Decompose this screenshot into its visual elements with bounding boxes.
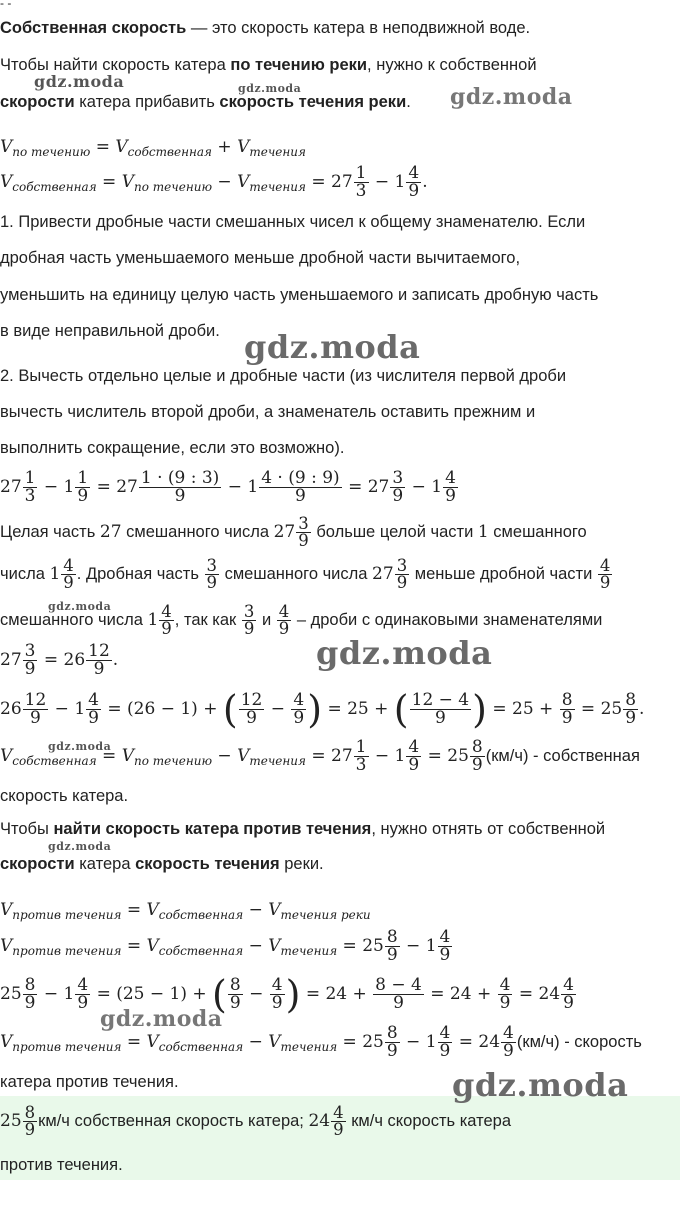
step1-line3: уменьшить на единицу целую часть уменьшаемого и записать дробную часть: [0, 286, 599, 304]
result-own-speed: $V_{собственная} = V_{по течению} - V_{течения} = 27$ $\frac{1}{3}$ − 1 $\frac{4}{9}$ = 25 $\frac{8}{9}$ (км/ч) - собственная: [0, 737, 640, 775]
result-upstream: $V_{против течения} = V_{собственная} - V_{течения} = 25$ $\frac{8}{9}$ − 1 $\frac{4}{9}$ = 24 $\frac{4}{9}$ (км/ч) - скорость: [0, 1023, 642, 1061]
formula-upstream: $V_{против течения} = V_{собственная} - V_{течения реки}$: [0, 900, 371, 922]
para2-line2: скорости катера скорость течения реки.: [0, 855, 324, 873]
formula-own-speed: $V_{собственная} = V_{по течению} - V_{течения} = 27$ $\frac{1}{3}$ − 1 $\frac{4}{9}$ .: [0, 163, 428, 201]
watermark: gdz.moda: [238, 82, 302, 95]
explain-line1: Целая часть 27 смешанного числа 27 $\frac{3}{9}$ больше целой части 1 смешанного: [0, 513, 587, 551]
result-own-speed-line2: скорость катера.: [0, 787, 129, 805]
calc-own-speed: 26 $\frac{12}{9}$ − 1 $\frac{4}{9}$ = (26 − 1) + ( $\frac{12}{9}$ − $\frac{4}{9}$ ) = 25 + ( $\frac{12 - 4}{9}$ ) = 25 + $\frac{8}{9}$ = 25 $\frac{8}{9}$ .: [0, 687, 645, 732]
explain-line2: числа 1 $\frac{4}{9}$ . Дробная часть $\frac{3}{9}$ смешанного числа 27 $\frac{3}{9}$ меньше дробной части $\frac{4}{9}$: [0, 555, 611, 593]
step1-line4: в виде неправильной дроби.: [0, 322, 220, 340]
watermark: gdz.moda: [316, 634, 493, 672]
para1-line2: скорости катера прибавить скорость течения реки.: [0, 93, 411, 111]
borrow-line: 27 $\frac{3}{9}$ = 26 $\frac{12}{9}$ .: [0, 641, 119, 679]
step2-line1: 2. Вычесть отдельно целые и дробные части (из числителя первой дроби: [0, 367, 567, 385]
calc-upstream: 25 $\frac{8}{9}$ − 1 $\frac{4}{9}$ = (25 − 1) + ( $\frac{8}{9}$ − $\frac{4}{9}$ ) = 24 + $\frac{8 - 4}{9}$ = 24 + $\frac{4}{9}$ = 24 $\frac{4}{9}$: [0, 972, 574, 1017]
watermark: gdz.moda: [48, 840, 112, 853]
step2-line3: выполнить сокращение, если это возможно).: [0, 439, 345, 457]
watermark: gdz.moda: [244, 328, 421, 366]
answer-line2: против течения.: [0, 1156, 123, 1174]
explain-line3: смешанного числа 1 $\frac{4}{9}$ , так как $\frac{3}{9}$ и $\frac{4}{9}$ – дроби с одинаковыми знаменателями: [0, 601, 603, 639]
formula-upstream-values: $V_{против течения} = V_{собственная} - V_{течения} = 25$ $\frac{8}{9}$ − 1 $\frac{4}{9}$: [0, 927, 451, 965]
para1-line1: Чтобы найти скорость катера по течению реки, нужно к собственной: [0, 56, 537, 74]
definition-term: Собственная скорость: [0, 19, 187, 37]
answer-line1: 25 $\frac{8}{9}$ км/ч собственная скорость катера; 24 $\frac{4}{9}$ км/ч скорость катера: [0, 1102, 511, 1140]
watermark: gdz.moda: [450, 84, 573, 110]
step1-line2: дробная часть уменьшаемого меньше дробной части вычитаемого,: [0, 249, 521, 267]
watermark: gdz.moda: [48, 740, 112, 753]
step2-line2: вычесть числитель второй дроби, а знаменатель оставить прежним и: [0, 403, 536, 421]
top-marks: - -: [0, 0, 12, 10]
result-upstream-line2: катера против течения.: [0, 1073, 179, 1091]
calc-common-denominator: 27 $\frac{1}{3}$ − 1 $\frac{1}{9}$ = 27 $\frac{1 \cdot (9 : 3)}{9}$ − 1 $\frac{4 \cdot (9 : 9)}{9}$ = 27 $\frac{3}{9}$ − 1 $\frac{4}{9}$: [0, 468, 456, 506]
para2-line1: Чтобы найти скорость катера против течения, нужно отнять от собственной: [0, 820, 606, 838]
step1-line1: 1. Привести дробные части смешанных чисел к общему знаменателю. Если: [0, 213, 586, 231]
watermark: gdz.moda: [100, 1006, 223, 1032]
watermark: gdz.moda: [34, 72, 125, 91]
definition-line: Собственная скорость — это скорость катера в неподвижной воде.: [0, 19, 531, 37]
watermark: gdz.moda: [452, 1066, 629, 1104]
formula-downstream: $V_{по течению} = V_{собственная} + V_{течения}$: [0, 137, 306, 159]
watermark: gdz.moda: [48, 600, 112, 613]
